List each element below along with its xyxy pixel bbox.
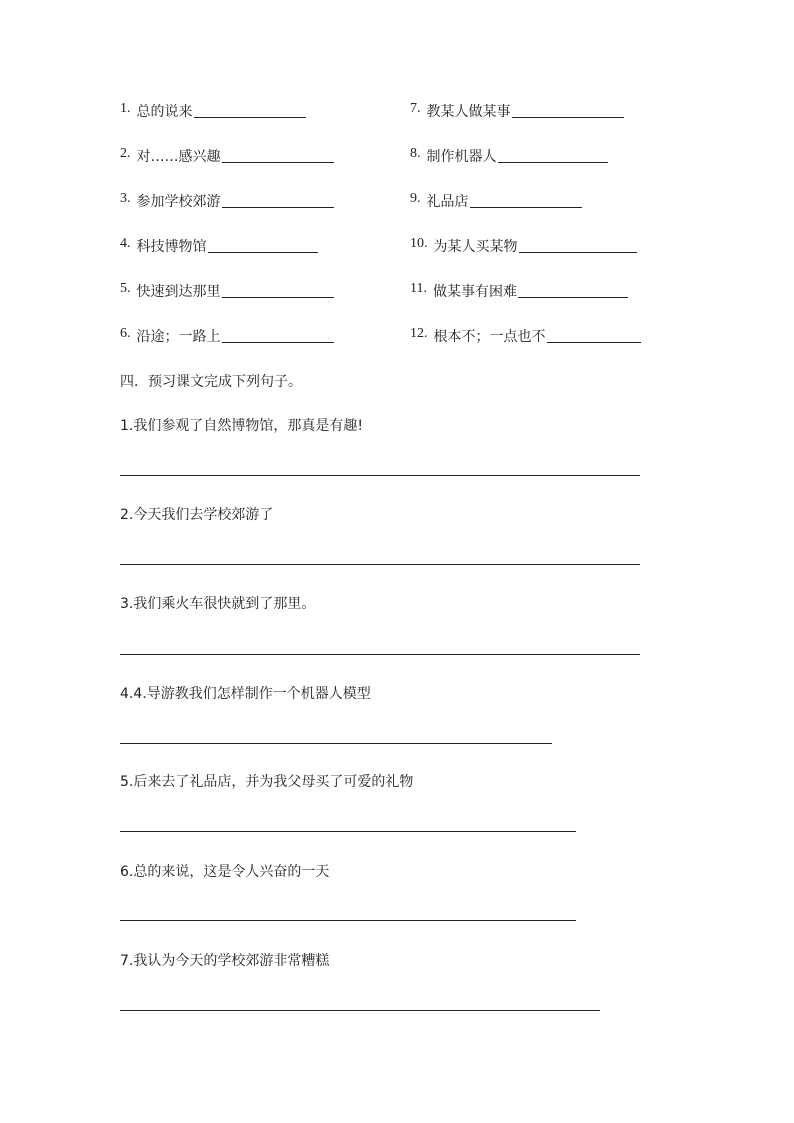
vocab-column-right <box>410 101 641 371</box>
vocab-item <box>410 101 641 146</box>
answer-line[interactable] <box>120 831 576 832</box>
vocab-number: 5. <box>120 281 131 296</box>
answer-line[interactable] <box>120 564 640 565</box>
answer-blank[interactable] <box>222 326 334 343</box>
answer-line[interactable] <box>120 654 640 655</box>
vocab-number: 6. <box>120 326 131 341</box>
sentence-prompt: 5.后来去了礼品店，并为我父母买了可爱的礼物 <box>120 774 414 790</box>
answer-line[interactable] <box>120 920 576 921</box>
sentence-prompt: 2.今天我们去学校郊游了 <box>120 507 274 523</box>
sentence-prompt: 4.4.导游教我们怎样制作一个机器人模型 <box>120 686 371 702</box>
vocab-number: 1. <box>120 101 131 116</box>
vocab-prompt: 总的说来 <box>136 104 193 120</box>
vocab-number: 12. <box>410 326 428 341</box>
vocab-number: 11. <box>410 281 427 296</box>
answer-blank[interactable] <box>498 146 608 163</box>
vocab-item <box>120 191 334 236</box>
answer-blank[interactable] <box>518 281 628 298</box>
answer-blank[interactable] <box>470 191 582 208</box>
vocab-prompt: 为某人买某物 <box>433 239 518 255</box>
vocab-prompt: 制作机器人 <box>426 149 497 165</box>
vocab-number: 4. <box>120 236 131 251</box>
sentence-prompt: 7.我认为今天的学校郊游非常糟糕 <box>120 953 330 969</box>
vocab-number: 8. <box>410 146 421 161</box>
vocab-item <box>120 281 334 326</box>
answer-line[interactable] <box>120 475 640 476</box>
vocab-prompt: 教某人做某事 <box>426 104 511 120</box>
answer-blank[interactable] <box>194 101 306 118</box>
sentence-prompt: 1.我们参观了自然博物馆，那真是有趣! <box>120 418 363 434</box>
vocab-item <box>410 281 641 326</box>
answer-blank[interactable] <box>222 281 334 298</box>
vocab-prompt: 做某事有困难 <box>432 284 517 300</box>
answer-blank[interactable] <box>512 101 624 118</box>
vocab-number: 9. <box>410 191 421 206</box>
vocab-prompt: 沿途；一路上 <box>136 329 221 345</box>
vocab-item <box>120 326 334 371</box>
answer-blank[interactable] <box>222 146 334 163</box>
vocab-item <box>120 146 334 191</box>
answer-line[interactable] <box>120 1010 600 1011</box>
vocab-prompt: 根本不；一点也不 <box>433 329 546 345</box>
vocab-item <box>410 146 641 191</box>
vocab-number: 7. <box>410 101 421 116</box>
sentence-prompt: 6.总的来说，这是令人兴奋的一天 <box>120 864 330 880</box>
answer-blank[interactable] <box>222 191 334 208</box>
answer-line[interactable] <box>120 743 552 744</box>
answer-blank[interactable] <box>208 236 318 253</box>
vocab-prompt: 对……感兴趣 <box>136 149 221 165</box>
section-title: 四．预习课文完成下列句子。 <box>120 374 302 390</box>
vocab-prompt: 礼品店 <box>426 194 469 210</box>
vocab-prompt: 快速到达那里 <box>136 284 221 300</box>
vocab-item <box>120 236 334 281</box>
sentence-prompt: 3.我们乘火车很快就到了那里。 <box>120 596 316 612</box>
vocab-item <box>410 326 641 371</box>
vocab-prompt: 科技博物馆 <box>136 239 207 255</box>
vocab-number: 2. <box>120 146 131 161</box>
vocab-number: 10. <box>410 236 428 251</box>
vocab-item <box>120 101 334 146</box>
answer-blank[interactable] <box>547 326 641 343</box>
vocab-column-left <box>120 101 334 371</box>
vocab-prompt: 参加学校郊游 <box>136 194 221 210</box>
answer-blank[interactable] <box>519 236 637 253</box>
vocab-number: 3. <box>120 191 131 206</box>
vocab-item <box>410 236 641 281</box>
vocab-item <box>410 191 641 236</box>
